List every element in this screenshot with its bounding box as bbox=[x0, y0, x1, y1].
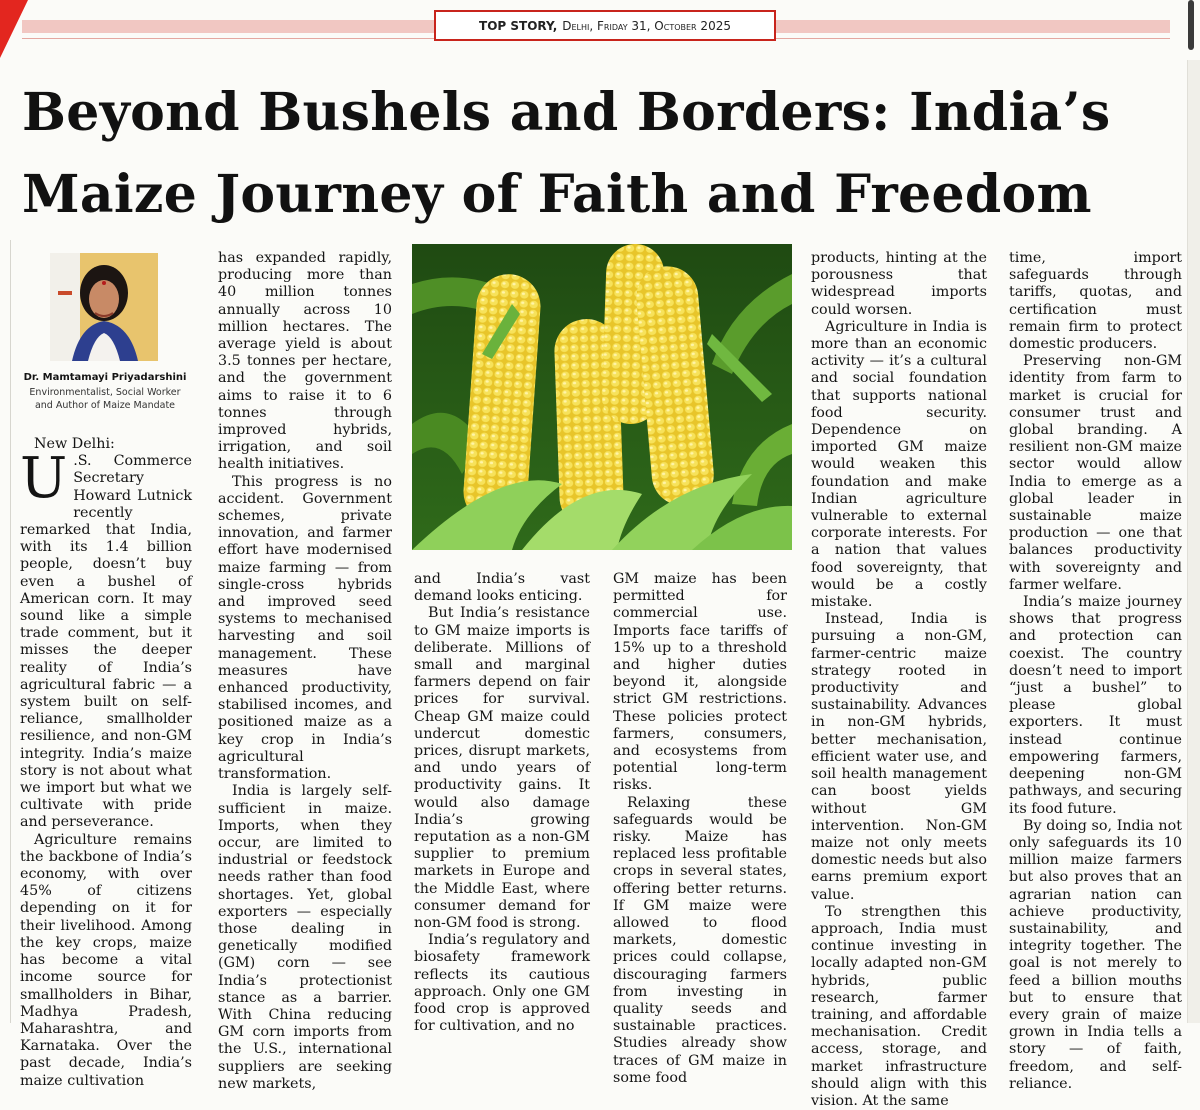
column-rule bbox=[10, 240, 11, 1023]
article-column-3 bbox=[414, 571, 590, 1035]
author-name: Dr. Mamtamayi Priyadarshini bbox=[23, 372, 187, 383]
article-column-5 bbox=[811, 250, 987, 1109]
article-column-1 bbox=[20, 436, 192, 1089]
maize-cobs-illustration bbox=[412, 244, 792, 550]
article-column-6 bbox=[1009, 250, 1182, 1092]
article-paragraph: Agriculture remains the backbone of India’s economy, with over 45% of citizens depending on it for their livelihood. Among the key crops, maize has become a vital income source for smallholders in Bihar, Madhya Pradesh, Maharashtra, and Karnataka. Over the past decade, India’s maize cultivation bbox=[20, 831, 192, 1089]
article-paragraph: Relaxing these safeguards would be risky. Maize has replaced less profitable crops in several states, offering better returns. If GM maize were allowed to flood markets, domestic prices could collapse, discouraging farmers from investing in quality seeds and sustainable practices. Studies already show traces of GM maize in some food bbox=[613, 794, 787, 1086]
headline bbox=[22, 72, 1172, 236]
article-paragraph: This progress is no accident. Government schemes, private innovation, and farmer effort have modernised maize farming — from single-cross hybrids and improved seed systems to mechanised harvesting and soil management. These measures have enhanced productivity, stabilised incomes, and positioned maize as a key crop in India’s agricultural transformation. bbox=[218, 473, 392, 783]
article-paragraph: To strengthen this approach, India must continue investing in locally adapted non-GM hybrids, public research, farmer training, and affordable mechanisation. Credit access, storage, and market infrastructure should align with this vision. At the same bbox=[811, 903, 987, 1109]
article-paragraph: Agriculture in India is more than an economic activity — it’s a cultural and social foundation that supports national food security. Dependence on imported GM maize would weaken this foundation and make Indian agriculture vulnerable to external corporate interests. For a nation that values food sovereignty, that would be a costly mistake. bbox=[811, 318, 987, 611]
article-paragraph: time, import safeguards through tariffs, quotas, and certification must remain firm to protect domestic producers. bbox=[1009, 250, 1182, 353]
masthead-tag: TOP STORY, bbox=[479, 18, 558, 33]
article-paragraph: India’s regulatory and biosafety framework reflects its cautious approach. Only one GM food crop is approved for cultivation, and no bbox=[414, 932, 590, 1035]
author-portrait bbox=[50, 253, 158, 361]
article-paragraph: India is largely self-sufficient in maize. Imports, when they occur, are limited to industrial or feedstock needs rather than food shortages. Yet, global exporters — especially those dealing in genetically modified (GM) corn — see India’s protectionist stance as a barrier. With China reducing GM corn imports from the U.S., international suppliers are seeking new markets, bbox=[218, 783, 392, 1092]
dateline: New Delhi: bbox=[34, 436, 115, 452]
adjacent-page-edge bbox=[1187, 60, 1200, 1023]
article-paragraph: and India’s vast demand looks enticing. bbox=[414, 571, 590, 605]
article-paragraph: But India’s resistance to GM maize imports is deliberate. Millions of small and marginal farmers depend on fair prices for survival. Cheap GM maize could undercut domestic prices, disrupt markets, and undo years of productivity gains. It would also damage India’s growing reputation as a non-GM supplier to premium markets in Europe and the Middle East, where consumer demand for non-GM food is strong. bbox=[414, 605, 590, 932]
article-column-2 bbox=[218, 250, 392, 1092]
author-role-line-1: Environmentalist, Social Worker bbox=[29, 387, 181, 398]
author-role-line-2: and Author of Maize Mandate bbox=[34, 400, 176, 411]
article-paragraph: Instead, India is pursuing a non-GM, farmer-centric maize strategy rooted in productivity and sustainability. Advances in non-GM hybrids, better mechanisation, efficient water use, and soil health management can boost yields without GM intervention. Non-GM maize not only meets domestic needs but also earns premium export value. bbox=[811, 611, 987, 903]
headline-line-2: Maize Journey of Faith and Freedom bbox=[22, 164, 1092, 225]
article-paragraph: GM maize has been permitted for commercial use. Imports face tariffs of 15% up to a threshold and higher duties beyond it, alongside strict GM restrictions. These policies protect farmers, consumers, and ecosystems from potential long-term risks. bbox=[613, 571, 787, 794]
article-paragraph: By doing so, India not only safeguards its 10 million maize farmers but also proves that an agrarian nation can achieve productivity, sustainability, and integrity together. The goal is not merely to feed a billion mouths but to ensure that every grain of maize grown in India tells a story — of faith, freedom, and self-reliance. bbox=[1009, 817, 1182, 1092]
masthead-box bbox=[434, 10, 776, 41]
maize-photo bbox=[412, 244, 792, 550]
article-paragraph: India’s maize journey shows that progress and protection can coexist. The country doesn’t need to import “just a bushel” to please global exporters. It must instead continue empowering farmers, deepening non-GM pathways, and securing its food future. bbox=[1009, 594, 1182, 817]
author-credit bbox=[20, 372, 190, 412]
article-paragraph bbox=[20, 446, 192, 831]
masthead-date: Delhi, Friday 31, October 2025 bbox=[562, 18, 731, 33]
headline-line-1: Beyond Bushels and Borders: India’s bbox=[22, 82, 1111, 143]
article-column-4 bbox=[613, 571, 787, 1086]
paragraph-text: .S. Commerce Secretary Howard Lutnick recently remarked that India, with its 1.4 billion people, doesn’t buy even a bushel of American corn. It may sound like a simple trade comment, but it misses the deeper reality of India’s agricultural fabric — a system built on self-reliance, smallholder resilience, and non-GM integrity. India’s maize story is not about what we import but what we cultivate with pride and perseverance. bbox=[20, 453, 192, 831]
author-portrait-illustration bbox=[50, 253, 158, 361]
drop-cap: U bbox=[20, 446, 68, 512]
article-paragraph: has expanded rapidly, producing more than 40 million tonnes annually across 10 million hectares. The average yield is about 3.5 tonnes per hectare, and the government aims to raise it to 6 tonnes through improved hybrids, irrigation, and soil health initiatives. bbox=[218, 250, 392, 473]
article-paragraph: products, hinting at the porousness that widespread imports could worsen. bbox=[811, 250, 987, 318]
article-paragraph: Preserving non-GM identity from farm to market is crucial for consumer trust and global branding. A resilient non-GM maize sector would allow India to emerge as a global leader in sustainable maize production — one that balances productivity with sovereignty and farmer welfare. bbox=[1009, 353, 1182, 593]
scrollbar-thumb[interactable] bbox=[1188, 0, 1194, 50]
